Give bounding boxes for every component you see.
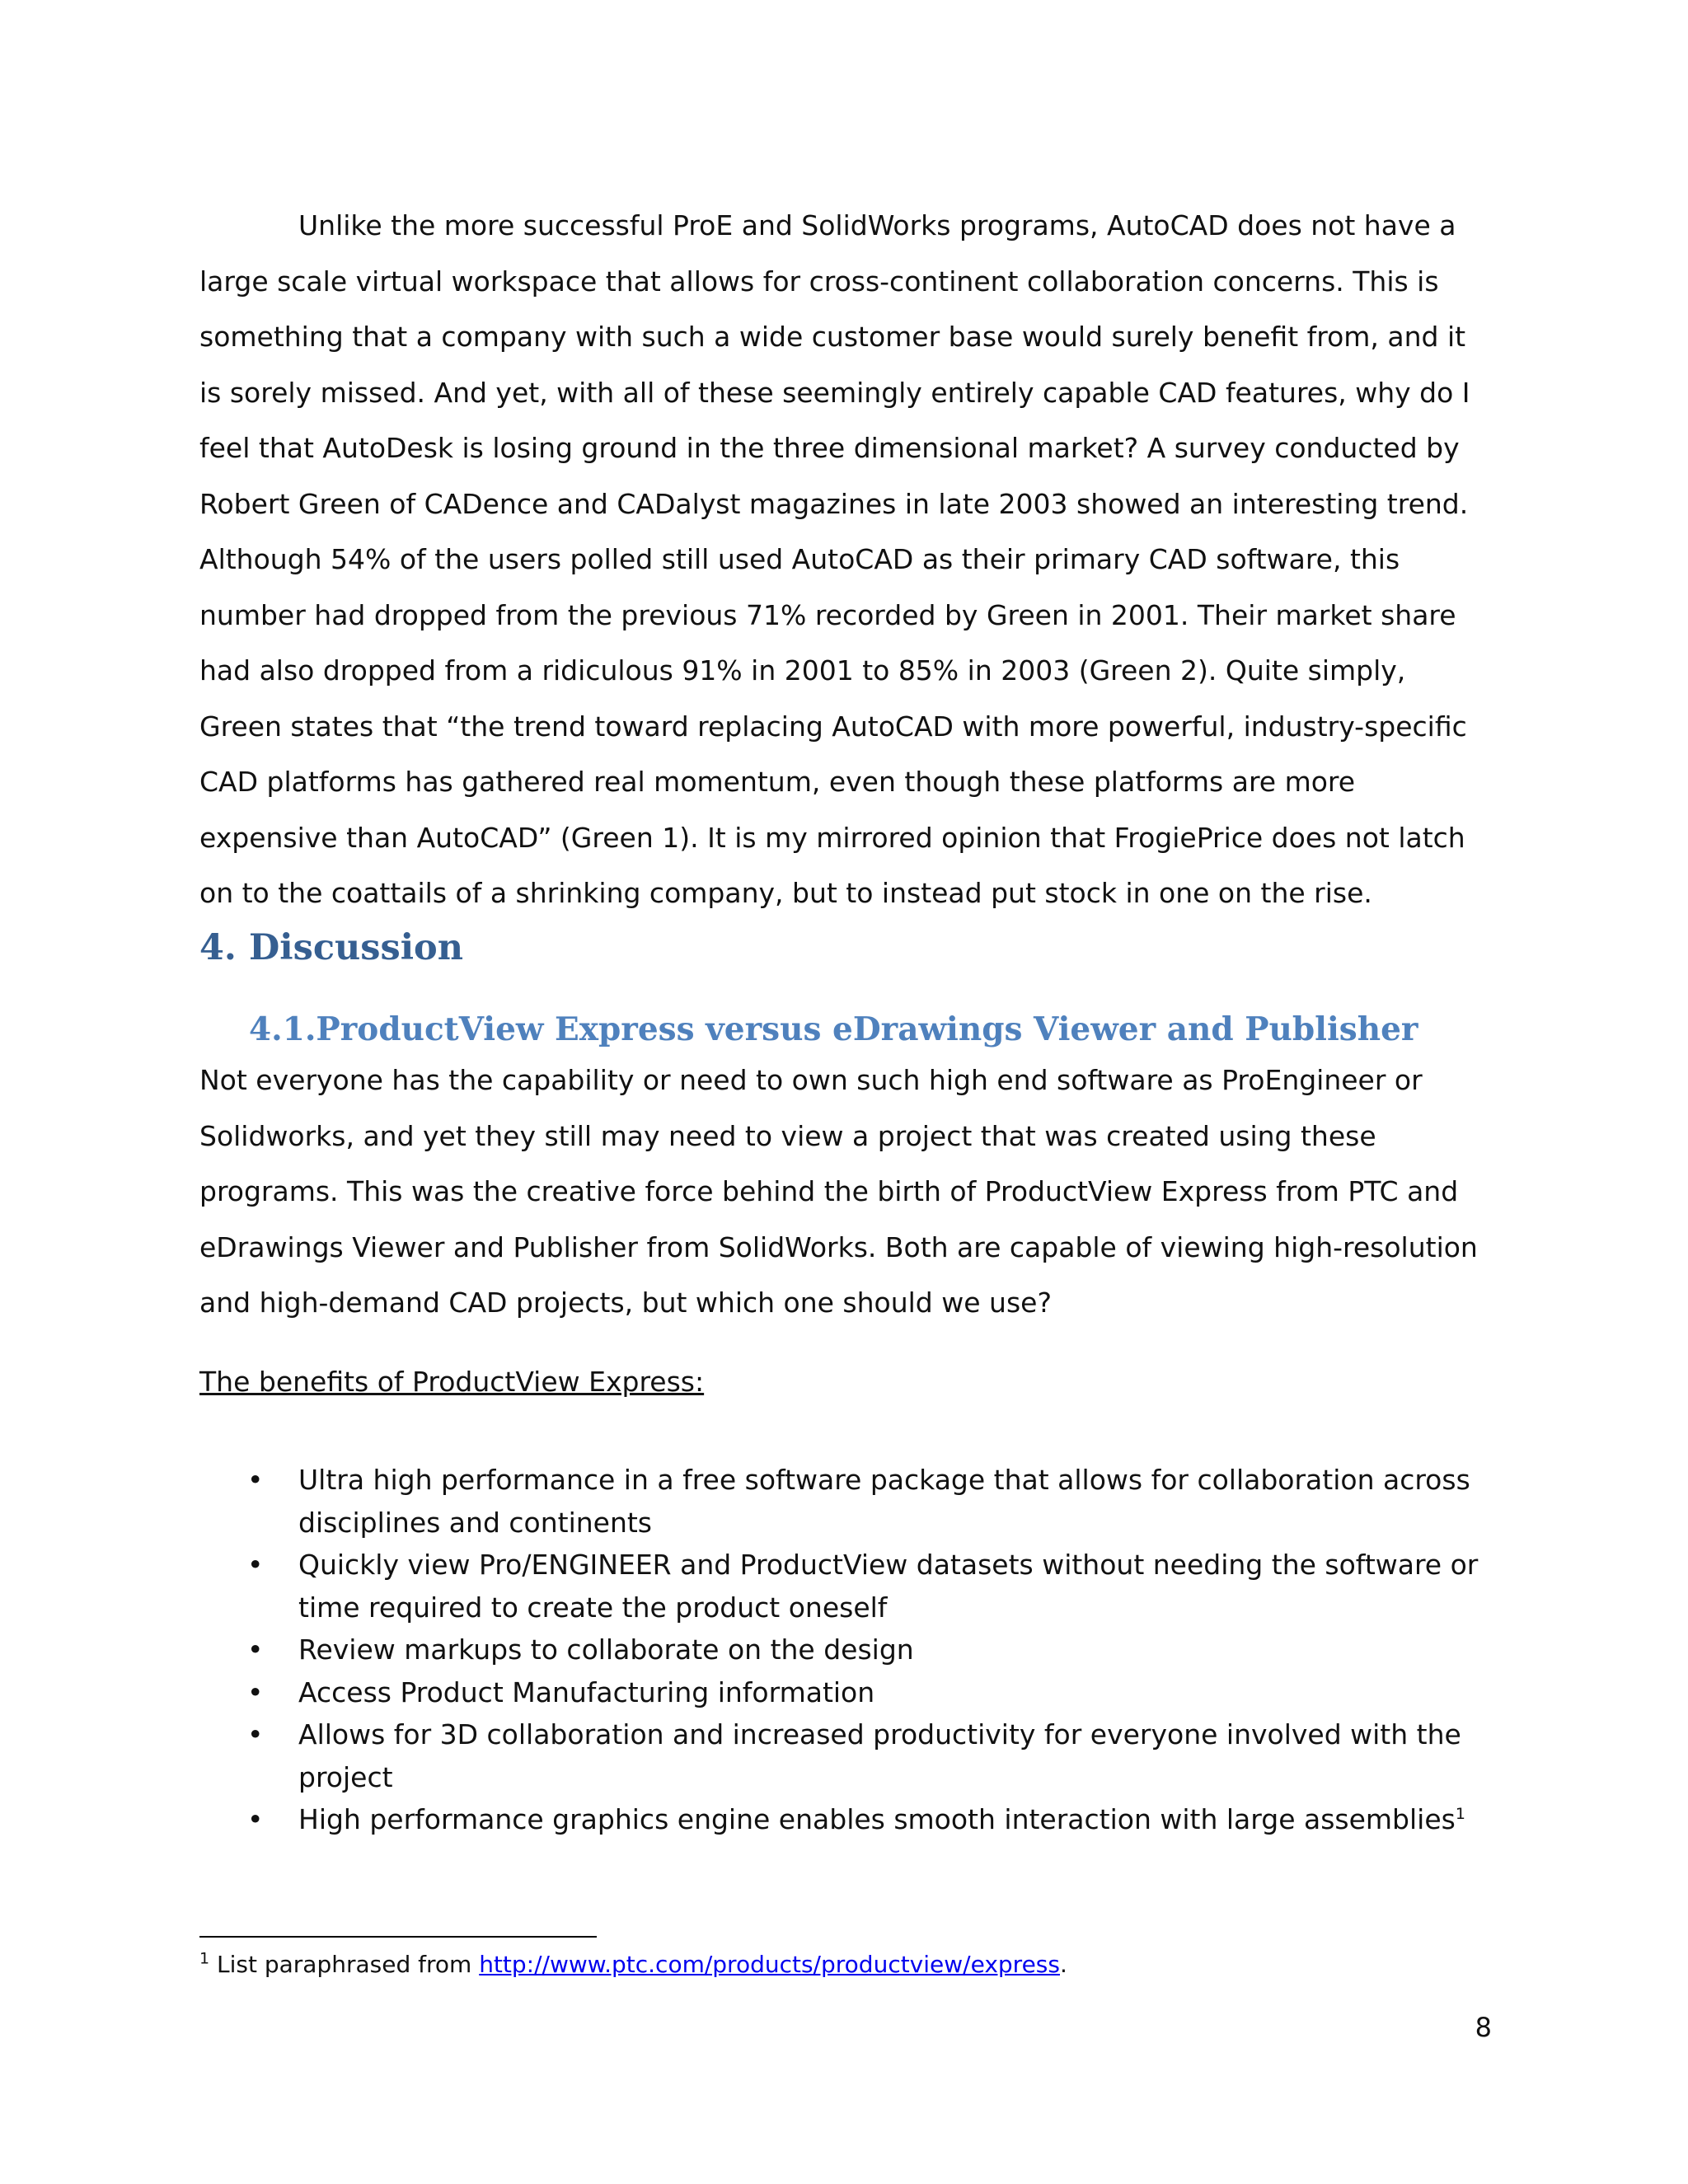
intro-section (199, 1052, 1492, 1331)
footnote-text: List paraphrased from (209, 1951, 480, 1978)
benefits-list (199, 1459, 1492, 1841)
footnote-reference[interactable]: 1 (1455, 1805, 1465, 1823)
bullet-icon: • (247, 1633, 264, 1666)
benefits-title: The benefits of ProductView Express: (199, 1366, 705, 1398)
list-item (199, 1544, 1492, 1629)
list-item-text: High performance graphics engine enables smooth interaction with large assemblies (298, 1803, 1456, 1835)
list-item-text: Quickly view Pro/ENGINEER and ProductView datasets without needing the software or time required to create the product oneself (298, 1549, 1479, 1624)
body-paragraph: Unlike the more successful ProE and SolidWorks programs, AutoCAD does not have a large scale virtual workspace that allows for cross-continent collaboration concerns. This is something that a company with such a wide customer base would surely benefit from, and it is sorely missed. And yet, with all of these seemingly entirely capable CAD features, why do I feel that AutoDesk is losing ground in the three dimensional market? A survey conducted by Robert Green of CADence and CADalyst magazines in late 2003 showed an interesting trend. Although 54% of the users polled still used AutoCAD as their primary CAD software, this number had dropped from the previous 71% recorded by Green in 2001. Their market share had also dropped from a ridiculous 91% in 2001 to 85% in 2003 (Green 2). Quite simply, Green states that “the trend toward replacing AutoCAD with more powerful, industry-specific CAD platforms has gathered real momentum, even though these platforms are more expensive than AutoCAD” (Green 1). It is my mirrored opinion that FrogiePrice does not latch on to the coattails of a shrinking company, but to instead put stock in one on the rise. (199, 209, 1470, 909)
body-section (199, 198, 1492, 921)
list-item-text: Ultra high performance in a free software package that allows for collaboration across disciplines and continents (298, 1464, 1470, 1539)
list-item-text: Allows for 3D collaboration and increased productivity for everyone involved with the project (298, 1718, 1461, 1793)
footnote-marker: 1 (199, 1949, 210, 1968)
bullet-icon: • (247, 1549, 264, 1581)
page-number: 8 (1475, 2012, 1492, 2043)
section-title: Discussion (249, 927, 463, 968)
list-item-text: Review markups to collaborate on the design (298, 1633, 914, 1666)
bullet-icon: • (247, 1803, 264, 1835)
section-number: 4. (199, 927, 237, 968)
intro-paragraph: Not everyone has the capability or need to own such high end software as ProEngineer or Solidworks, and yet they still may need to view a project that was created using these programs. This was the creative force behind the birth of ProductView Express from PTC and eDrawings Viewer and Publisher from SolidWorks. Both are capable of viewing high-resolution and high-demand CAD projects, but which one should we use? (199, 1064, 1478, 1319)
subsection-heading: 4.1.ProductView Express versus eDrawings Viewer and Publisher (249, 1010, 1418, 1048)
footnote-link[interactable]: http://www.ptc.com/products/productview/express (479, 1951, 1060, 1978)
list-item-text: Access Product Manufacturing information (298, 1675, 875, 1708)
section-heading (199, 927, 463, 968)
list-item (199, 1671, 1492, 1714)
list-item (199, 1798, 1492, 1841)
footnote-separator (199, 1936, 597, 1938)
list-item (199, 1459, 1492, 1544)
list-item (199, 1713, 1492, 1798)
bullet-icon: • (247, 1718, 264, 1750)
bullet-icon: • (247, 1675, 264, 1708)
footnote (199, 1948, 1067, 1981)
footnote-trailing: . (1059, 1951, 1067, 1978)
bullet-icon: • (247, 1464, 264, 1496)
list-item (199, 1629, 1492, 1671)
